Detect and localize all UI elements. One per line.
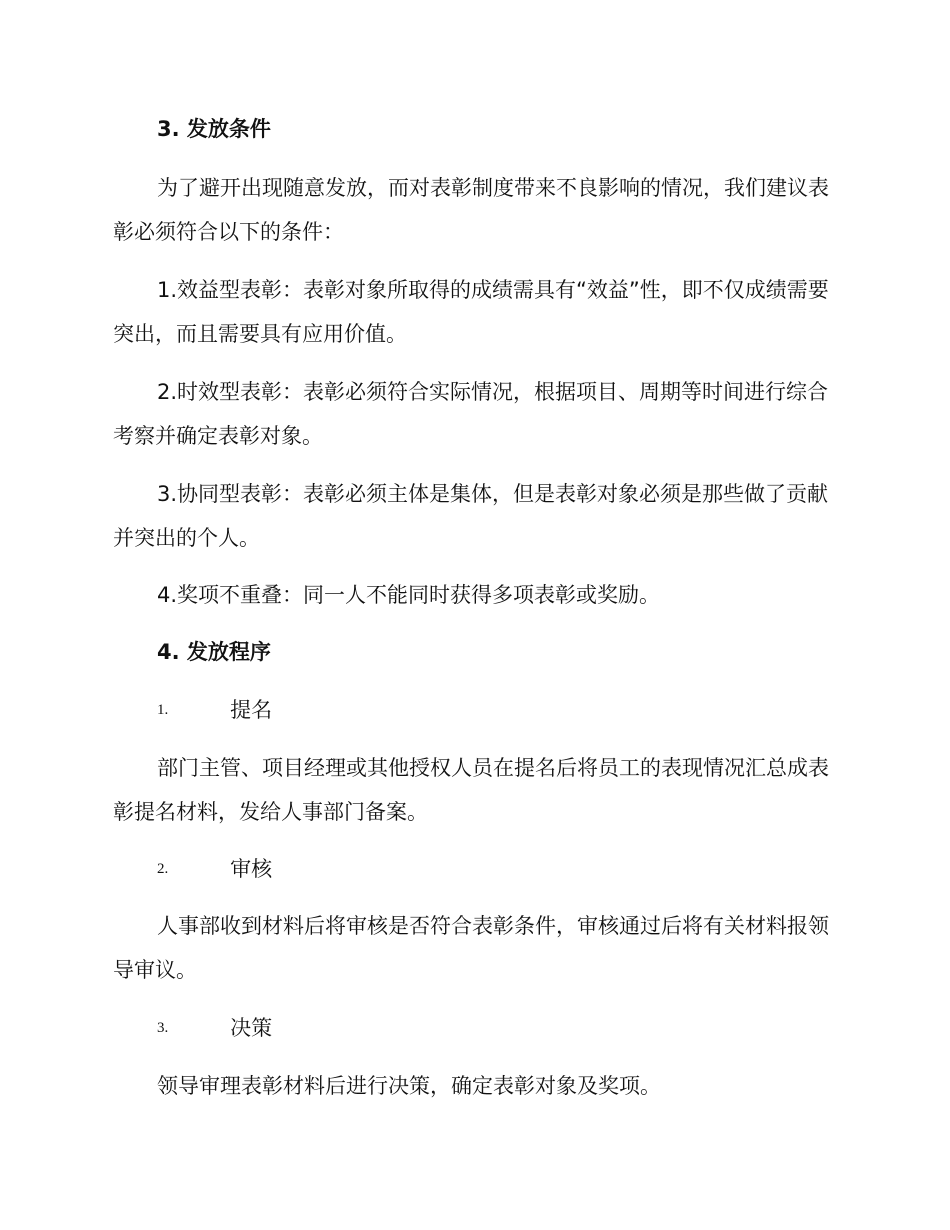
step-3-title: 决策 xyxy=(230,1016,273,1040)
step-3-description: 领导审理表彰材料后进行决策，确定表彰对象及奖项。 xyxy=(157,1074,661,1098)
condition-3: 3.协同型表彰：表彰必须主体是集体，但是表彰对象必须是那些做了贡献并突出的个人。 xyxy=(113,482,829,550)
step-2 xyxy=(157,854,272,884)
step-3 xyxy=(157,1013,272,1043)
step-2-description: 人事部收到材料后将审核是否符合表彰条件，审核通过后将有关材料报领导审议。 xyxy=(113,914,829,982)
step-3-number: 3. xyxy=(157,1020,169,1036)
section-3-intro: 为了避开出现随意发放，而对表彰制度带来不良影响的情况，我们建议表彰必须符合以下的条件： xyxy=(113,176,829,244)
section-4-heading: 4. 发放程序 xyxy=(157,640,271,664)
condition-2: 2.时效型表彰：表彰必须符合实际情况，根据项目、周期等时间进行综合考察并确定表彰对象。 xyxy=(113,380,829,448)
step-2-title: 审核 xyxy=(230,857,273,881)
step-1 xyxy=(157,695,272,725)
step-1-title: 提名 xyxy=(230,698,273,722)
step-1-number: 1. xyxy=(157,702,169,718)
step-2-number: 2. xyxy=(157,861,169,877)
condition-1: 1.效益型表彰：表彰对象所取得的成绩需具有“效益”性，即不仅成绩需要突出，而且需要具有应用价值。 xyxy=(113,278,829,346)
step-1-description: 部门主管、项目经理或其他授权人员在提名后将员工的表现情况汇总成表彰提名材料，发给人事部门备案。 xyxy=(113,756,829,824)
section-3-heading: 3. 发放条件 xyxy=(157,117,271,141)
condition-4: 4.奖项不重叠：同一人不能同时获得多项表彰或奖励。 xyxy=(157,583,661,607)
